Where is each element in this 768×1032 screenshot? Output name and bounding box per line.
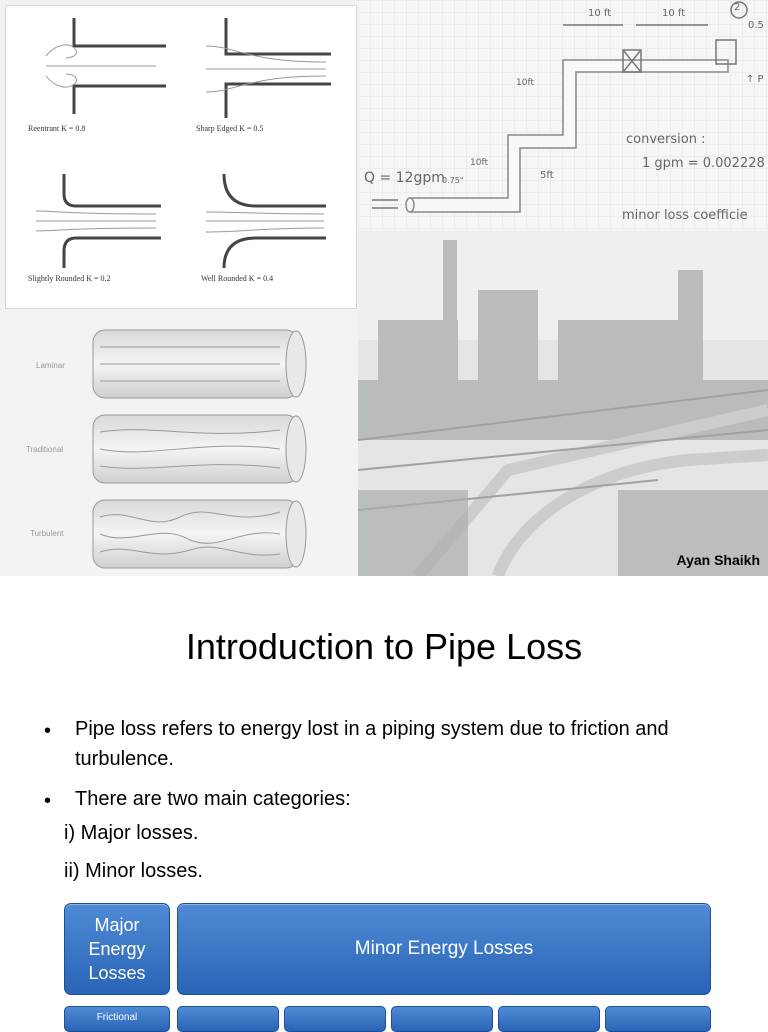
frictional-label: Frictional [96, 1012, 138, 1023]
pipe-diameter: 0.75" [442, 176, 464, 185]
minor-child-box [177, 1006, 279, 1032]
dim-horizontal: 5ft [540, 170, 554, 181]
label-turbulent: Turbulent [30, 529, 64, 538]
well-rounded-diagram [206, 174, 326, 268]
label-transitional: Traditional [26, 445, 64, 454]
minor-child-box [284, 1006, 386, 1032]
laminar-pipe [93, 330, 306, 398]
entrance-diagrams [6, 6, 356, 308]
slide-title: Introduction to Pipe Loss [185, 626, 583, 667]
flow-regime-figure [0, 312, 358, 576]
minor-child-box [498, 1006, 600, 1032]
reentrant-diagram [46, 18, 166, 114]
slightly-rounded-diagram [36, 174, 161, 268]
piping-sketch [358, 0, 768, 230]
dim-vertical-2: 10ft [470, 158, 488, 168]
frictional-box [64, 1006, 170, 1032]
conversion-line: 1 gpm = 0.002228 [642, 156, 765, 171]
turbulent-pipe [93, 500, 306, 568]
bullet-icon: • [44, 720, 52, 742]
right-note-2: ↑ P [746, 74, 764, 85]
sub-item-minor: ii) Minor losses. [64, 860, 203, 882]
minor-energy-losses-box [177, 903, 711, 995]
caption-slightly-rounded: Slightly Rounded K = 0.2 [28, 274, 111, 283]
sub-item-major: i) Major losses. [64, 822, 199, 844]
bullet-definition: Pipe loss refers to energy lost in a piping system due to friction and turbulence. [75, 718, 669, 770]
minor-loss-note: minor loss coefficie [622, 208, 748, 223]
plant-photo [358, 230, 768, 576]
bullet-categories: There are two main categories: [75, 788, 351, 810]
caption-well-rounded: Well Rounded K = 0.4 [201, 274, 274, 283]
caption-sharp-edged: Sharp Edged K = 0.5 [196, 124, 264, 133]
caption-reentrant: Reentrant K = 0.8 [28, 124, 86, 133]
sketch-drawing [358, 0, 768, 230]
major-energy-losses-label: Major Energy Losses [88, 915, 146, 983]
minor-child-box [391, 1006, 493, 1032]
conversion-title: conversion : [626, 132, 706, 147]
dim-top-2: 10 ft [662, 8, 686, 19]
bullet-icon: • [44, 790, 52, 812]
minor-energy-losses-label: Minor Energy Losses [354, 938, 534, 959]
dim-top-1: 10 ft [588, 8, 612, 19]
marker-circle: 2 [734, 2, 741, 13]
transitional-pipe [93, 415, 306, 483]
minor-child-box [605, 1006, 711, 1032]
plant-photo-image [358, 230, 768, 576]
right-note-1: 0.5 [748, 20, 764, 31]
author-credit: Ayan Shaikh [676, 552, 760, 568]
major-energy-losses-box [64, 903, 170, 995]
label-laminar: Laminar [36, 361, 65, 370]
sharp-edged-diagram [206, 18, 331, 118]
entrance-loss-figure [0, 0, 358, 312]
flow-rate: Q = 12gpm [364, 170, 445, 186]
dim-vertical-1: 10ft [516, 78, 534, 88]
